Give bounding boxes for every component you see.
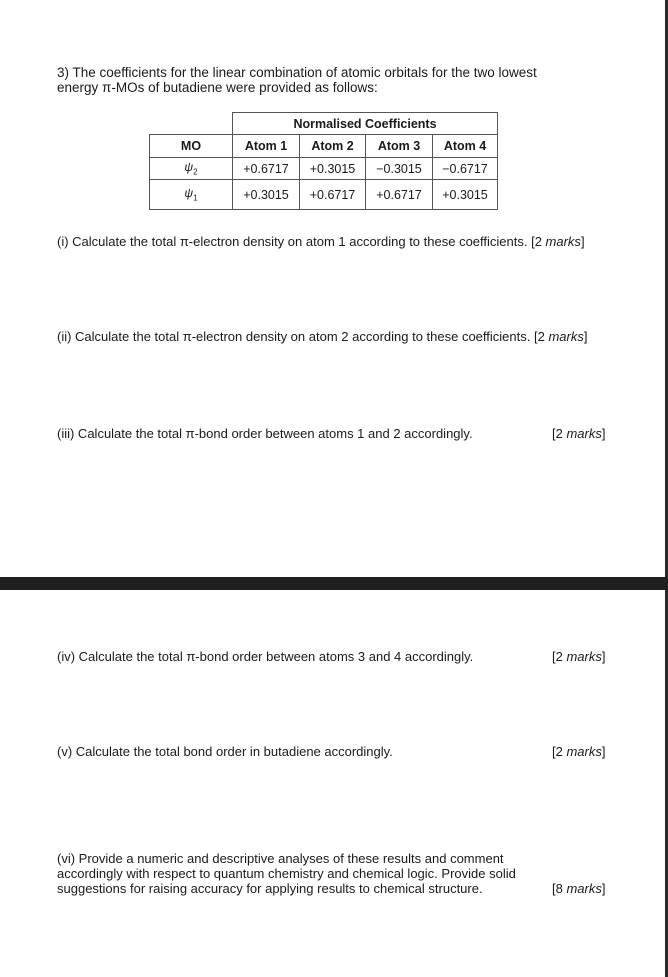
coeff-psi2-atom1: +0.6717 [233,158,300,180]
part-ii-marks-close: ] [583,329,588,344]
atom-2-header: Atom 2 [300,135,366,158]
part-iv-marks: [2 marks] [552,649,606,664]
table-header-row-atoms [150,135,498,158]
page-divider [0,577,668,590]
mo-label-psi1: $\psi_1$ [150,180,233,210]
part-ii-marks-word: marks [548,329,584,344]
part-vi-text [57,851,557,896]
part-vi-line-3: suggestions for raising accuracy for applying results to chemical structure. [57,881,483,896]
part-iii-text: (iii) Calculate the total π-bond order between atoms 1 and 2 accordingly. [57,426,473,441]
part-iii-marks: [2 marks] [552,426,606,441]
mo-label-psi2: $\psi_2$ [150,158,233,180]
coeff-psi2-atom3: −0.3015 [366,158,433,180]
question-intro [57,65,617,95]
coefficients-table [149,112,498,210]
part-ii-text: (ii) Calculate the total π-electron density on atom 2 according to these coefficients. [2 [57,329,549,344]
part-i-marks-close: ] [580,234,585,249]
coeff-psi1-atom4: +0.3015 [433,180,498,210]
part-i-text: (i) Calculate the total π-electron density on atom 1 according to these coefficients. [2 [57,234,546,249]
coeff-psi1-atom3: +0.6717 [366,180,433,210]
part-vi-marks: [8 marks] [552,881,606,896]
part-iv-text: (iv) Calculate the total π-bond order between atoms 3 and 4 accordingly. [57,649,474,664]
table-row [150,158,498,180]
normalised-coefficients-header: Normalised Coefficients [233,113,498,135]
question-intro-line-2: energy π-MOs of butadiene were provided as follows: [57,80,378,95]
question-intro-line-1: 3) The coefficients for the linear combination of atomic orbitals for the two lowest [57,65,537,80]
coeff-psi2-atom4: −0.6717 [433,158,498,180]
coeff-psi2-atom2: +0.3015 [300,158,366,180]
part-i-marks-word: marks [545,234,581,249]
mo-header: MO [150,135,233,158]
table-blank-cell [150,113,233,135]
table-header-row-group [150,113,498,135]
part-vi-line-2: accordingly with respect to quantum chemistry and chemical logic. Provide solid [57,866,516,881]
atom-3-header: Atom 3 [366,135,433,158]
part-v-marks: [2 marks] [552,744,606,759]
part-v-text: (v) Calculate the total bond order in butadiene accordingly. [57,744,393,759]
part-i [57,234,585,249]
part-ii [57,329,587,344]
part-vi-line-1: (vi) Provide a numeric and descriptive analyses of these results and comment [57,851,504,866]
atom-4-header: Atom 4 [433,135,498,158]
coeff-psi1-atom2: +0.6717 [300,180,366,210]
table-row [150,180,498,210]
atom-1-header: Atom 1 [233,135,300,158]
coeff-psi1-atom1: +0.3015 [233,180,300,210]
